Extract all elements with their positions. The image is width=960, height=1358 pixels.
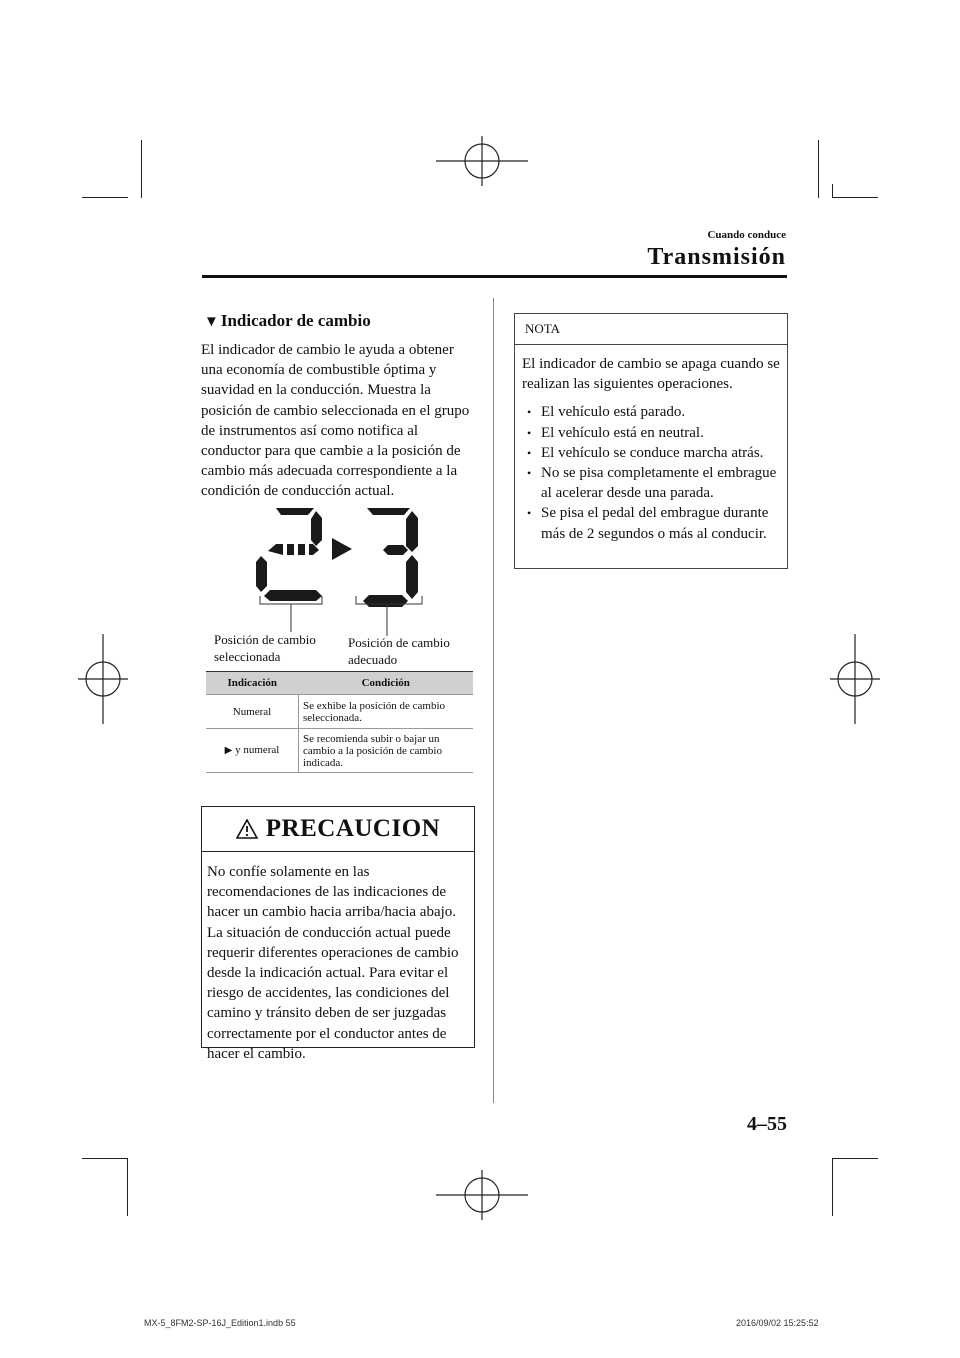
label-suitable-line1: Posición de cambio: [348, 635, 450, 650]
caution-box: [201, 806, 475, 1062]
digit-3-segments: [363, 508, 418, 607]
list-item: • El vehículo está en neutral.: [541, 423, 781, 443]
registration-mark-right: [830, 634, 880, 724]
caution-body: No confíe solamente en las recomendaciones de las indicaciones de hacer un cambio hacia arriba/hacia abajo. La situación de conducción actual puede requerir diferentes operaciones de cambio desde la indicación actual. Para evitar el riesgo de accidentes, las condiciones del camino y tránsito deben de ser juzgadas correctamente por el conductor antes de hacer el cambio.: [207, 864, 459, 1062]
registration-mark-top: [436, 136, 528, 186]
table-header-row: [206, 672, 473, 695]
table-row: [206, 695, 473, 729]
column-divider: [493, 298, 494, 1103]
footer-timestamp: 2016/09/02 15:25:52: [736, 1318, 819, 1328]
table-header-indication: Indicación: [206, 672, 299, 695]
label-selected-line2: seleccionada: [214, 649, 281, 664]
header-rule: [202, 275, 787, 278]
footer-file: MX-5_8FM2-SP-16J_Edition1.indb 55: [144, 1318, 296, 1328]
list-item: • El vehículo se conduce marcha atrás.: [541, 443, 781, 463]
label-selected-line1: Posición de cambio: [214, 632, 316, 647]
list-item: • No se pisa completamente el embrague al acelerar desde una parada.: [541, 463, 781, 503]
table-cell-condition: Se recomienda subir o bajar un cambio a la posición de cambio indicada.: [299, 729, 474, 773]
note-box: [514, 313, 788, 569]
shift-arrow-icon: [332, 538, 352, 560]
note-title: NOTA: [515, 314, 787, 345]
digit-2-segments: [256, 508, 322, 601]
table-header-condition: Condición: [299, 672, 474, 695]
list-item: • Se pisa el pedal del embrague durante más de 2 segundos o más al conducir.: [541, 503, 781, 543]
table-cell-indication: [206, 729, 299, 773]
header-title: Transmisión: [647, 244, 786, 270]
note-intro: El indicador de cambio se apaga cuando se realizan las siguientes operaciones.: [522, 356, 780, 393]
table-cell-condition: Se exhibe la posición de cambio seleccionada.: [299, 695, 474, 729]
table-cell-indication-text: y numeral: [235, 744, 280, 756]
triangle-down-icon: ▼: [204, 314, 219, 330]
caution-title: PRECAUCION: [265, 815, 441, 842]
label-suitable-position: [348, 634, 450, 668]
caution-header: [202, 807, 474, 852]
label-suitable-line2: adecuado: [348, 652, 398, 667]
header-section-label: Cuando conduce: [707, 229, 786, 241]
table-row: [206, 729, 473, 773]
section-body: El indicador de cambio le ayuda a obtener una economía de combustible óptima y suavidad en la conducción. Muestra la posición de cambio seleccionada en el grupo de instrumentos así como notifica al conductor para que cambie a la posición de cambio más adecuada correspondiente a la condición de conducción actual.: [201, 342, 470, 500]
gear-indicator-diagram: [250, 500, 440, 612]
note-list: [515, 402, 787, 543]
registration-mark-left: [78, 634, 128, 724]
label-selected-position: [214, 631, 316, 665]
warning-icon: [236, 819, 258, 839]
registration-mark-bottom: [436, 1170, 528, 1220]
section-heading: [204, 311, 371, 331]
page-number: 4–55: [747, 1113, 787, 1135]
table-cell-indication: Numeral: [206, 695, 299, 729]
shift-arrow-icon: ▶: [224, 745, 233, 756]
indicator-table: [206, 671, 473, 773]
section-heading-text: Indicador de cambio: [220, 311, 371, 330]
list-item: • El vehículo está parado.: [541, 402, 781, 422]
